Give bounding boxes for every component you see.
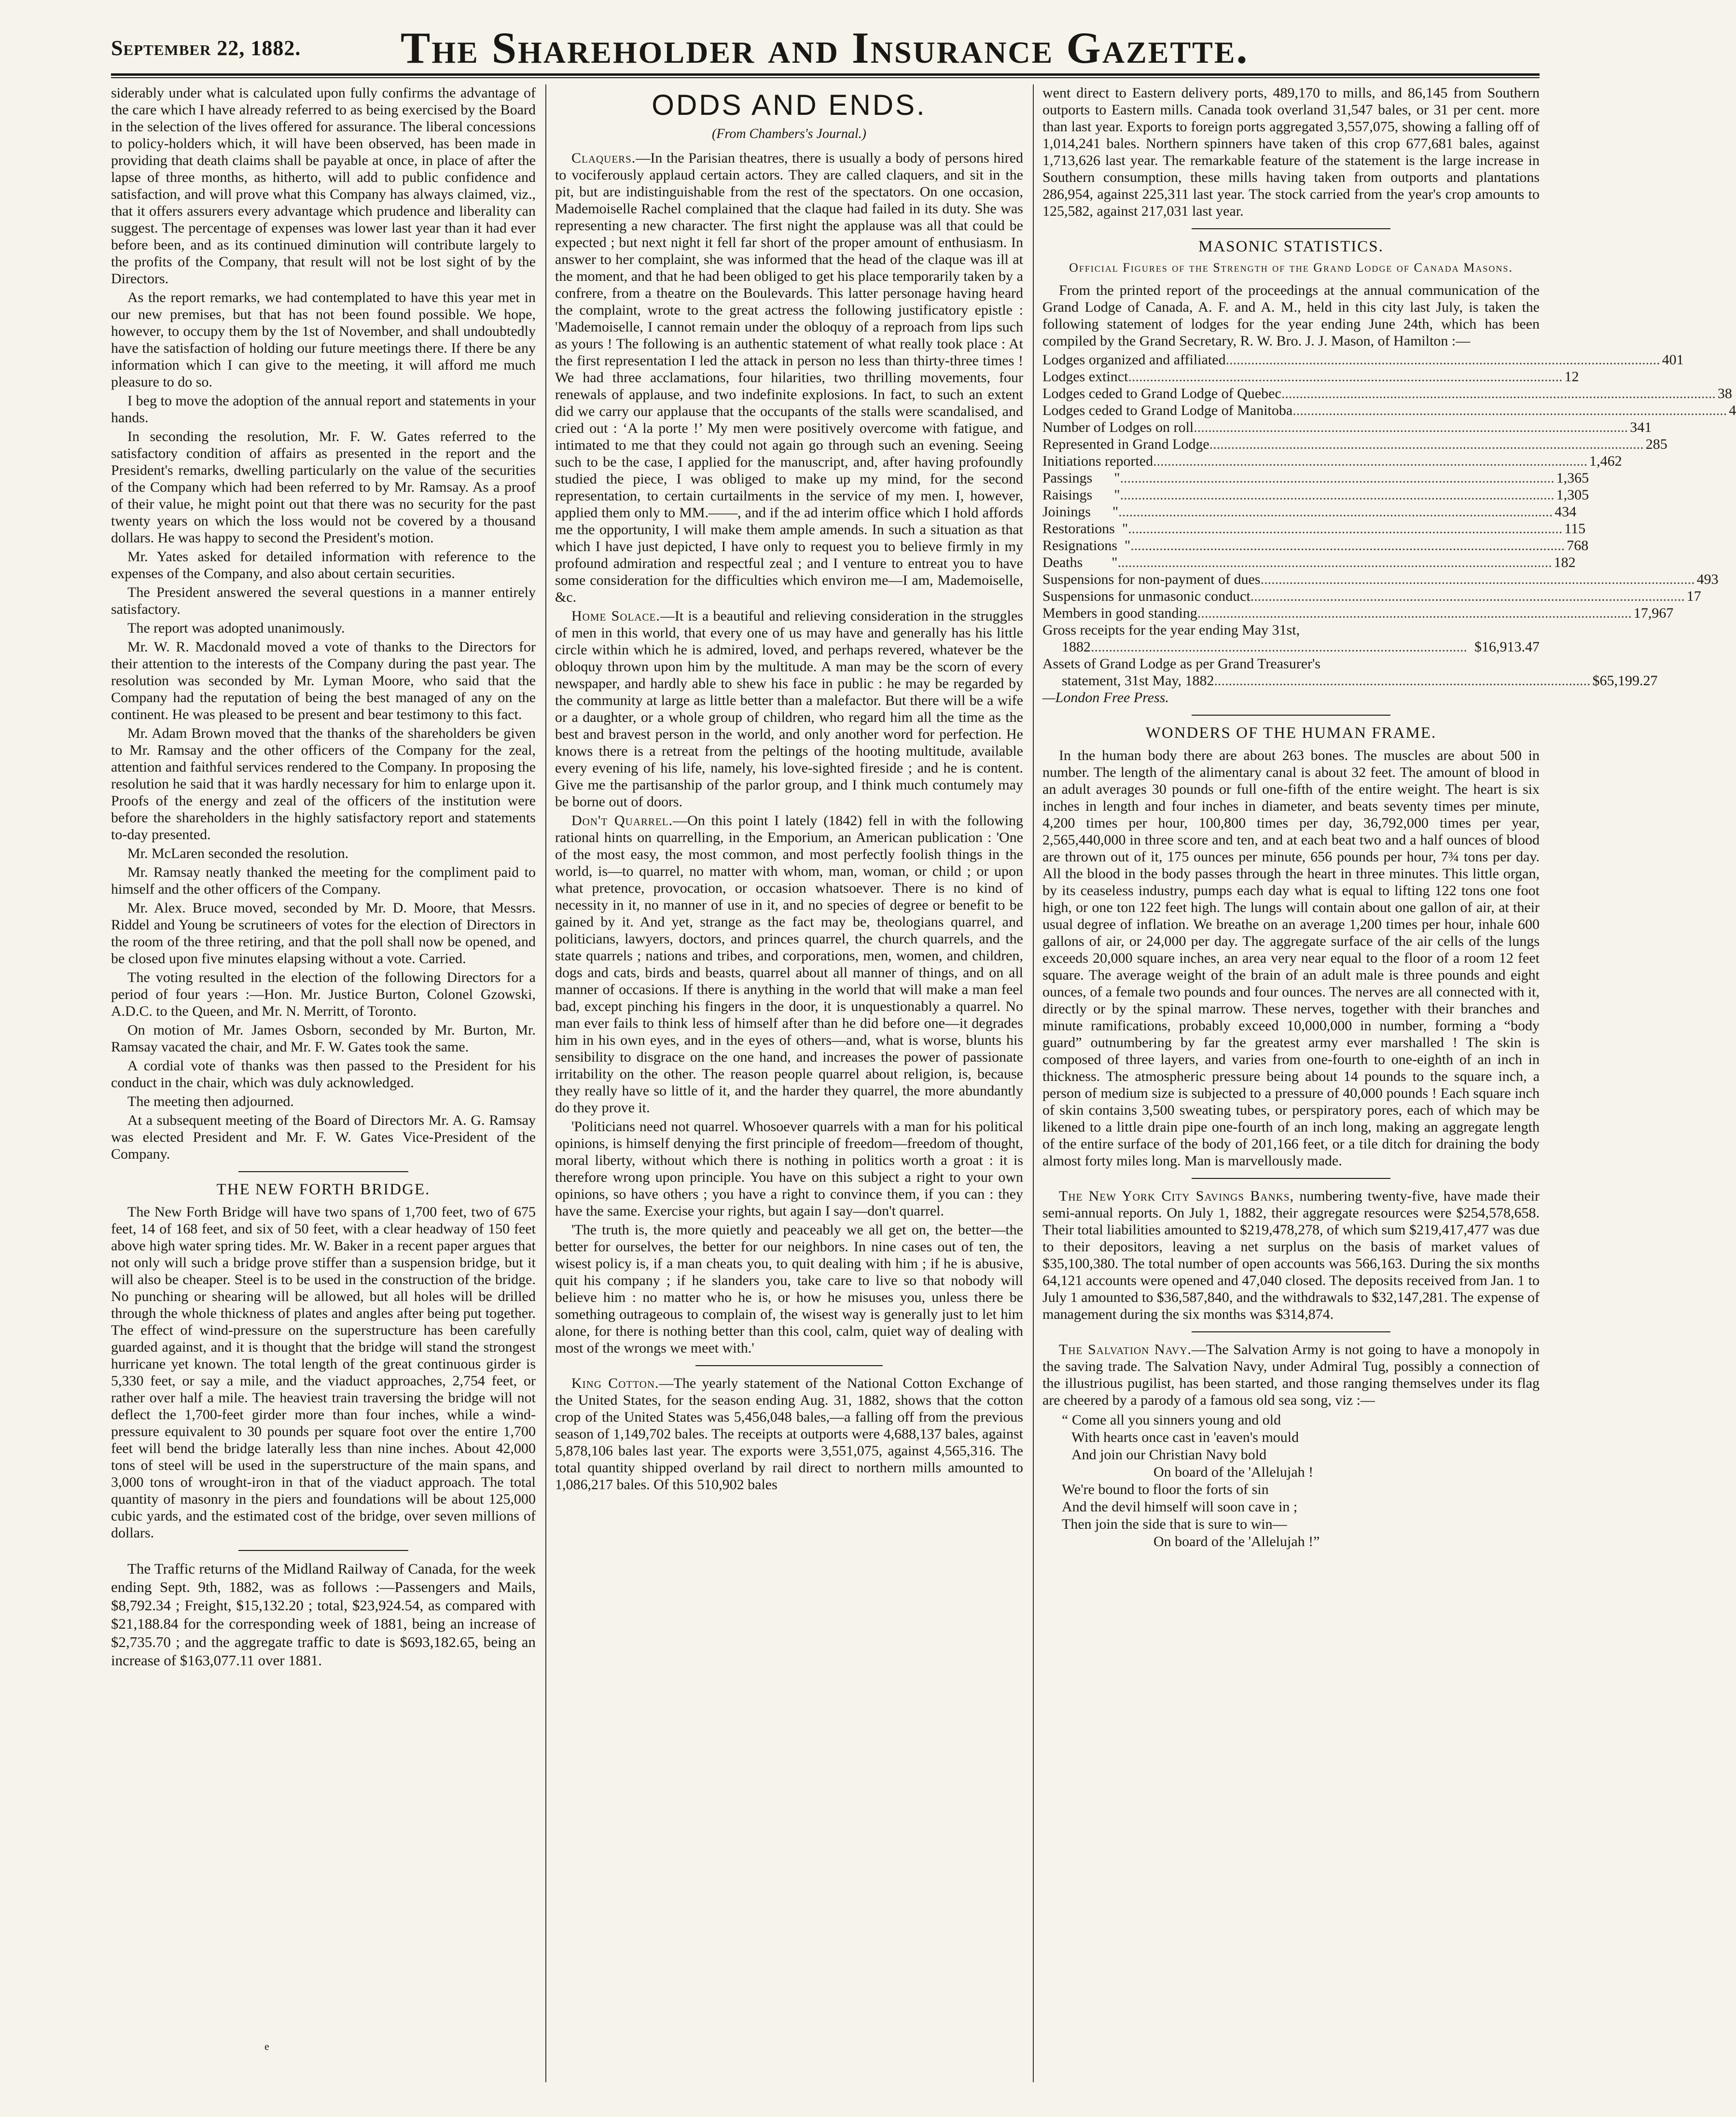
issue-date: September 22, 1882. <box>111 36 301 60</box>
masonic-gross-row-2 <box>1042 638 1540 655</box>
section-divider <box>1192 228 1390 229</box>
poem-line: On board of the 'Allelujah !” <box>1153 1534 1320 1550</box>
masonic-assets-row-2 <box>1042 672 1658 689</box>
masonic-row-label: Lodges ceded to Grand Lodge of Quebec <box>1042 386 1281 401</box>
leader-dots: ........................................................................................................................ <box>1120 487 1555 503</box>
salvation-navy-text: —The Salvation Army is not going to have a monopoly in the saving trade. The Salvation Navy, under Admiral Tug, possibly a connection of the illustrious pugilist, has been started, and those ranging themselves under its flag are cheered by a parody of a famous old sea song, viz :— <box>1042 1342 1540 1408</box>
paragraph: The report was adopted unanimously. <box>127 620 345 636</box>
masonic-table <box>1042 351 1736 622</box>
column-1 <box>111 84 536 2082</box>
masonic-row-label: Suspensions for non-payment of dues <box>1042 571 1261 587</box>
leader-dots: ........................................................................................................................ <box>1281 386 1716 401</box>
printer-mark: e <box>264 2040 269 2052</box>
savings-banks-article <box>1042 1188 1540 1323</box>
home-solace-article <box>555 608 1023 810</box>
savings-banks-lead: The New York City Savings Banks, <box>1059 1188 1294 1204</box>
paragraph: As the report remarks, we had contemplated to have this year met in our new premises, but that has not been found possible. We hope, however, to occupy them by the 1st of November, and shall undoubtedly have the satisfaction of holding our future meetings there. If there be any information which I can give to the meeting, it will afford me much pleasure to do so. <box>111 290 536 390</box>
wonders-heading: WONDERS OF THE HUMAN FRAME. <box>1145 724 1437 742</box>
masonic-row-label: Restorations " <box>1042 521 1128 537</box>
masonic-gross-label: Gross receipts for the year ending May 31st, <box>1042 622 1300 638</box>
paragraph: The voting resulted in the election of the following Directors for a period of four years :—Hon. Mr. Justice Burton, Colonel Gzowski, A.D.C. to the Queen, and Mr. N. Merritt, of Toronto. <box>111 969 536 1019</box>
masonic-row-value: 17,967 <box>1633 605 1674 621</box>
odds-and-ends-heading: ODDS AND ENDS. <box>652 89 927 121</box>
masonic-row <box>1042 470 1589 486</box>
masonic-row <box>1042 419 1652 436</box>
masonic-row-value: 768 <box>1567 538 1589 553</box>
paragraph: Mr. McLaren seconded the resolution. <box>127 845 349 861</box>
masonic-row <box>1042 588 1701 605</box>
poem-line: We're bound to floor the forts of sin <box>1062 1481 1269 1497</box>
column-divider <box>545 84 546 2082</box>
masonic-row-value: 17 <box>1686 588 1701 604</box>
paragraph: The meeting then adjourned. <box>127 1093 294 1109</box>
leader-dots: ........................................................................................................................ <box>1209 436 1644 452</box>
masonic-row <box>1042 436 1667 453</box>
forth-bridge-heading: THE NEW FORTH BRIDGE. <box>216 1181 431 1198</box>
paragraph: At a subsequent meeting of the Board of Directors Mr. A. G. Ramsay was elected President and Mr. F. W. Gates Vice-President of the Company. <box>111 1112 536 1162</box>
paragraph: On motion of Mr. James Osborn, seconded by Mr. Burton, Mr. Ramsay vacated the chair, and Mr. F. W. Gates took the same. <box>111 1022 536 1055</box>
king-cotton-continued: went direct to Eastern delivery ports, 489,170 to mills, and 86,145 from Southern outports to Eastern mills. Canada took overland 31,547 bales, or 31 per cent. more than last year. Exports to foreign ports aggregated 3,557,075, showing a falling off of 1,014,241 bales. Northern spinners have taken of this crop 677,681 bales, against 1,713,626 last year. The remarkable feature of the statement is the large increase in Southern consumption, these mills having taken from outports and plantations 286,954, against 225,311 last year. The stock carried from the year's crop amounts to 125,582, against 217,031 last year. <box>1042 85 1540 219</box>
leader-dots: ........................................................................................................................ <box>1117 554 1552 570</box>
king-cotton-lead: King Cotton. <box>571 1375 659 1391</box>
masonic-row-value: 401 <box>1662 352 1684 368</box>
masonic-row-label: Members in good standing <box>1042 605 1197 621</box>
section-divider <box>1192 1331 1390 1332</box>
masonic-row-label: Lodges organized and affiliated <box>1042 352 1226 368</box>
masonic-row-value: 38 <box>1717 386 1732 401</box>
masonic-row-label: Passings " <box>1042 470 1120 486</box>
masonic-row <box>1042 351 1684 368</box>
leader-dots: ........................................................................................................................ <box>1120 470 1555 486</box>
masonic-row-value: 12 <box>1564 369 1579 385</box>
paragraph: The President answered the several questions in a manner entirely satisfactory. <box>111 584 536 617</box>
masonic-row-value: 285 <box>1645 436 1667 452</box>
masonic-row-value: 4 <box>1729 402 1736 418</box>
masonic-heading: MASONIC STATISTICS. <box>1198 238 1384 255</box>
masonic-subheading: Official Figures of the Strength of the Grand Lodge of Canada Masons. <box>1069 261 1513 275</box>
masonic-row-label: Deaths " <box>1042 554 1118 570</box>
leader-dots: ........................................................................................................ <box>1214 673 1591 689</box>
leader-dots: ........................................................................................................ <box>1091 639 1467 655</box>
masonic-row <box>1042 385 1732 402</box>
leader-dots: ........................................................................................................................ <box>1250 588 1685 604</box>
salvation-navy-poem <box>1062 1411 1540 1550</box>
leader-dots: ........................................................................................................................ <box>1292 402 1727 418</box>
dont-quarrel-lead: Don't Quarrel. <box>571 813 673 829</box>
paragraph: Mr. Adam Brown moved that the thanks of the shareholders be given to Mr. Ramsay and the other officers of the Company for the zeal, attention and faithful services rendered to the Company. In proposing the resolution he said that it was hardly necessary for him to enlarge upon it. Proofs of the energy and zeal of the officers of the institution were before the shareholders in the highly satisfactory report and statements to-day presented. <box>111 725 536 843</box>
masonic-row-label: Resignations " <box>1042 538 1131 553</box>
paragraph: Mr. Yates asked for detailed information with reference to the expenses of the Company, and also about certain securities. <box>111 549 536 581</box>
claquers-text: —In the Parisian theatres, there is usually a body of persons hired to vociferously applaud certain actors. They are called claquers, and sit in the pit, but are indistinguishable from the rest of the spectators. On one occasion, Mademoiselle Rachel complained that the claque had failed in its duty. She was representing a new character. The first night the applause was all that could be expected ; but next night it fell far short of the proper amount of enthusiasm. In answer to her complaint, she was informed that the head of the claque was ill at the moment, and that he had been obliged to get his place temporarily taken by a confrere, from a theatre on the Boulevards. This latter personage having heard the complaint, wrote to the great actress the following justificatory epistle : 'Mademoiselle, I cannot remain under the obloquy of a reproach from lips such as yours ! The following is an authentic statement of what really took place : At the first representation I led the attack in person no less than thirty-three times ! We had three acclamations, four hilarities, two thrilling movements, four renewals of applause, and two indefinite explosions. In fact, to such an extent did we carry our applause that the occupants of the stalls were scandalised, and cried out : ‘A la porte !’ My men were positively overcome with fatigue, and intimated to me that they could not again go through such an evening. Seeing such to be the case, I applied for the manuscript, and, after having profoundly studied the piece, I was obliged to make up my mind, for the second representation, to certain curtailments in the service of my men. I, however, applied them only to MM.——, and if the ad interim office which I hold affords me the opportunity, I will make them ample amends. In such a situation as that which I have just depicted, I have only to request you to believe firmly in my profound admiration and respectful zeal ; and I venture to entreat you to have some consideration for the difficulties which environ me—I am, Mademoiselle, &c. <box>555 150 1023 605</box>
paragraph: In seconding the resolution, Mr. F. W. Gates referred to the satisfactory condition of affairs as presented in the report and the President's remarks, dwelling particularly on the value of the securities of the Company which had been referred to by Mr. Ramsay. As a proof of their value, he might point out that there was no security for the past twenty years on which the loss would not be covered by a thousand dollars. He was happy to second the President's motion. <box>111 429 536 546</box>
masonic-row-label: Suspensions for unmasonic conduct <box>1042 588 1250 604</box>
masthead-rule <box>111 77 1540 78</box>
masonic-row <box>1042 402 1736 419</box>
masonic-row-value: 182 <box>1554 554 1576 570</box>
paragraph: siderably under what is calculated upon fully confirms the advantage of the care which I have already referred to as being exercised by the Board in the selection of the lives offered for assurance. The liberal concessions to policy-holders which, it will have been observed, has been made in providing that death claims shall be payable at once, in place of after the lapse of three months, as hitherto, will add to public confidence and satisfaction, and will prove what this Company has always claimed, viz., that it offers assurers every advantage which prudence and liberality can suggest. The percentage of expenses was lower last year than it had ever before been, and as its continued diminution will contribute largely to the profits of the Company, that result will not be lost sight of by the Directors. <box>111 85 536 287</box>
masonic-row <box>1042 486 1589 503</box>
leader-dots: ........................................................................................................................ <box>1118 504 1553 520</box>
section-divider <box>1192 1178 1390 1179</box>
masonic-row-value: 341 <box>1630 419 1652 435</box>
claquers-article <box>555 150 1023 606</box>
masonic-row-value: 1,365 <box>1556 470 1589 486</box>
home-solace-text: —It is a beautiful and relieving consideration in the struggles of men in this world, that every one of us may have and generally has his little circle within which he is admired, loved, and perhaps revered, whatever be the obloquy thrown upon him by the multitude. A man may be the scorn of every newspaper, and hardly able to shew his face in public : he may be regarded by the community at large as little better than a malefactor. But there will be a wife or a daughter, or a whole group of children, who regard him all the time as the best and bravest person in the world, and only another word for perfection. He knows there is a retreat from the peltings of the hooting multitude, available every evening of his life, namely, his love-sighted fireside ; and he is content. Give me the partisanship of the parlor group, and I think much contumely may be borne out of doors. <box>555 608 1023 810</box>
forth-bridge-article: The New Forth Bridge will have two spans of 1,700 feet, two of 675 feet, 14 of 168 feet, and six of 50 feet, with a clear headway of 150 feet above high water spring tides. Mr. W. Baker in a recent paper argues that not only will such a bridge prove stiffer than a suspension bridge, but it will also be cheaper. Steel is to be used in the construction of the bridge. No punching or shearing will be allowed, but all holes will be drilled through the whole thickness of plates and angles after being put together. The effect of wind-pressure on the superstructure has been carefully guarded against, and it is thought that the bridge will stand the strongest hurricane yet known. The total length of the great continuous girder is 5,330 feet, or say a mile, and the viaduct approaches, 2,754 feet, or rather over half a mile. The heaviest train traversing the bridge will not deflect the 1,700-feet girder more than four inches, while a wind-pressure equivalent to 30 pounds per square foot over the entire 1,700 feet will bend the bridge laterally less than nine inches. About 42,000 tons of steel will be used in the superstructure of the main spans, and 3,000 tons of wrought-iron in that of the viaduct approach. The total quantity of masonry in the piers and foundations will be about 125,000 cubic yards, and the estimated cost of the bridge, over seven millions of dollars. <box>111 1204 536 1541</box>
masonic-row <box>1042 503 1577 520</box>
paragraph: I beg to move the adoption of the annual report and statements in your hands. <box>111 393 536 426</box>
leader-dots: ........................................................................................................................ <box>1128 521 1563 537</box>
masthead <box>111 19 1540 76</box>
masonic-row-label: Represented in Grand Lodge <box>1042 436 1209 452</box>
masonic-assets-label-2: statement, 31st May, 1882 <box>1062 673 1214 689</box>
masonic-row <box>1042 571 1719 588</box>
leader-dots: ........................................................................................................................ <box>1153 453 1588 469</box>
masonic-row-label: Lodges ceded to Grand Lodge of Manitoba <box>1042 402 1293 418</box>
masonic-row-label: Initiations reported <box>1042 453 1153 469</box>
paragraph: A cordial vote of thanks was then passed to the President for his conduct in the chair, which was duly acknowledged. <box>111 1058 536 1091</box>
poem-line: On board of the 'Allelujah ! <box>1153 1464 1314 1480</box>
section-divider <box>695 1365 883 1366</box>
poem-line: And the devil himself will soon cave in ; <box>1062 1499 1298 1515</box>
leader-dots: ........................................................................................................................ <box>1197 605 1632 621</box>
masonic-row <box>1042 453 1622 470</box>
masonic-row-value: 493 <box>1696 571 1719 587</box>
masonic-row <box>1042 605 1674 622</box>
dont-quarrel-text: —On this point I lately (1842) fell in with the following rational hints on quarrelling, in the Emporium, an American publication : 'One of the most easy, the most common, and most perfectly foolish things in the world, is—to quarrel, no matter with whom, man, woman, or child ; or upon what pretence, provocation, or occasion whatsoever. There is no kind of necessity in it, no manner of use in it, and no species of degree or benefit to be gained by it. And yet, strange as the fact may be, theologians quarrel, and politicians, lawyers, doctors, and princes quarrel, the church quarrels, and the state quarrels ; nations and tribes, and corporations, men, women, and children, dogs and cats, birds and beasts, quarrel about all manner of things, and on all manner of occasions. If there is anything in the world that will make a man feel bad, except pinching his fingers in the door, it is unquestionably a quarrel. No man ever fails to think less of himself after than he did before one—it degrades him in his own eyes, and in the eyes of others—and, what is worse, blunts his sensibility to disgrace on the one hand, and increases the power of passionate irritability on the other. The reason people quarrel about religion, is, because they really have so little of it, and the harder they quarrel, the more abundantly do they prove it. <box>555 813 1023 1116</box>
masonic-row <box>1042 537 1589 554</box>
masonic-row-label: Lodges extinct <box>1042 369 1128 385</box>
leader-dots: ........................................................................................................................ <box>1128 369 1563 385</box>
column-3 <box>1042 84 1736 2082</box>
wonders-article: In the human body there are about 263 bones. The muscles are about 500 in number. The length of the alimentary canal is about 32 feet. The amount of blood in an adult averages 30 pounds or full one-fifth of the entire weight. The heart is six inches in length and four inches in diameter, and beats seventy times per minute, 4,200 times per hour, 100,800 times per day, 36,792,000 times per year, 2,565,440,000 in three score and ten, and at each beat two and a half ounces of blood are thrown out of it, 175 ounces per minute, 656 pounds per hour, 7¾ tons per day. All the blood in the body passes through the heart in three minutes. This little organ, by its ceaseless industry, pumps each day what is equal to lifting 122 tons one foot high, or one ton 122 feet high. The lungs will contain about one gallon of air, at their usual degree of inflation. We breathe on an average 1,200 times per hour, inhale 600 gallons of air, or 24,000 per day. The aggregate surface of the air cells of the lungs exceeds 20,000 square inches, an area very near equal to the floor of a room 12 feet square. The average weight of the brain of an adult male is three pounds and eight ounces, of a female two pounds and four ounces. The nerves are all connected with it, directly or by the spinal marrow. These nerves, together with their branches and minute ramifications, probably exceed 10,000,000 in number, forming a “body guard” outnumbering by far the greatest army ever marshalled ! The skin is composed of three layers, and varies from one-fourth to one-eighth of an inch in thickness. The atmospheric pressure being about 14 pounds to the square inch, a person of medium size is subjected to a pressure of 40,000 pounds ! Each square inch of skin contains 3,500 sweating tubes, or perspiratory pores, each of which may be likened to a little drain pipe one-fourth of an inch long, making an aggregate length of the entire surface of the body of 201,166 feet, or a tile ditch for draining the body almost forty miles long. Man is marvellously made. <box>1042 747 1540 1169</box>
paragraph: Mr. W. R. Macdonald moved a vote of thanks to the Directors for their attention to the interests of the Company during the past year. The resolution was seconded by Mr. Lyman Moore, who said that the Company had the reputation of being the best managed of any on the continent. He was pleased to be present and bear testimony to this fact. <box>111 639 536 722</box>
masonic-row-label: Raisings " <box>1042 487 1120 503</box>
savings-banks-text: numbering twenty-five, have made their semi-annual reports. On July 1, 1882, their aggregate resources were $254,578,658. Their total liabilities amounted to $219,478,278, of which sum $219,417,477 was due to their depositors, leaving a net surplus on the basis of market values of $35,100,380. The total number of open accounts was 566,163. During the six months 64,121 accounts were opened and 47,040 closed. The deposits received from Jan. 1 to July 1 amounted to $36,587,840, and the withdrawals to $32,147,281. The expense of management during the six months was $314,874. <box>1042 1188 1540 1322</box>
midland-railway-traffic: The Traffic returns of the Midland Railway of Canada, for the week ending Sept. 9th, 1882, was as follows :—Passengers and Mails, $8,792.34 ; Freight, $15,132.20 ; total, $23,924.54, as compared with $21,188.84 for the corresponding week of 1881, being an increase of $2,735.70 ; and the aggregate traffic to date is $693,182.65, being an increase of $163,077.11 over 1881. <box>111 1560 536 1669</box>
newspaper-title: The Shareholder and Insurance Gazette. <box>401 23 1249 72</box>
paragraph: 'The truth is, the more quietly and peaceably we all get on, the better—the better for ourselves, the better for our neighbors. In nine cases out of ten, the wisest policy is, if a man cheats you, to quit dealing with him ; if he is abusive, quit his company ; if he slanders you, take care to live so that nobody will believe him : no matter who he is, or how he misuses you, unless there be something outrageous to complain of, the wisest way is generally just to let him alone, for there is nothing better than this cool, calm, quiet way of dealing with most of the wrongs we meet with.' <box>555 1222 1023 1356</box>
leader-dots: ........................................................................................................................ <box>1194 419 1628 435</box>
masonic-gross-row <box>1042 622 1540 638</box>
king-cotton-text: —The yearly statement of the National Cotton Exchange of the United States, for the season ending Aug. 31, 1882, shows that the cotton crop of the United States was 5,456,048 bales,—a falling off from the previous season of 1,149,702 bales. The receipts at outports were 4,688,137 bales, against 5,878,106 bales last year. The exports were 3,551,075, against 4,565,316. The total quantity shipped overland by rail direct to northern mills amounted to 1,086,217 bales. Of this 510,902 bales <box>555 1375 1023 1493</box>
masonic-assets-row <box>1042 655 1540 672</box>
poem-line: And join our Christian Navy bold <box>1071 1447 1267 1463</box>
dont-quarrel-article <box>555 812 1023 1116</box>
masonic-row-value: 1,305 <box>1556 487 1589 503</box>
salvation-navy-lead: The Salvation Navy. <box>1059 1342 1192 1357</box>
poem-line: “ Come all you sinners young and old <box>1062 1412 1281 1428</box>
masonic-source: —London Free Press. <box>1042 690 1169 706</box>
masonic-row-value: 1,462 <box>1589 453 1622 469</box>
masonic-row-value: 434 <box>1555 504 1577 520</box>
masonic-intro: From the printed report of the proceedings at the annual communication of the Grand Lodge of Canada, A. F. and A. M., held in this city last July, is taken the following statement of lodges for the year ending June 24th, which has been compiled by the Grand Secretary, R. W. Bro. J. J. Mason, of Hamilton :— <box>1042 282 1540 349</box>
masonic-row-label: Number of Lodges on roll <box>1042 419 1194 435</box>
odds-source: (From Chambers's Journal.) <box>712 126 866 141</box>
masonic-row <box>1042 368 1579 385</box>
section-divider <box>238 1171 408 1172</box>
poem-line: With hearts once cast in 'eaven's mould <box>1071 1429 1299 1445</box>
section-divider <box>1192 715 1390 716</box>
paragraph: 'Politicians need not quarrel. Whosoever quarrels with a man for his political opinions, is himself denying the first principle of freedom—freedom of thought, moral liberty, without which there is nothing in politics worth a groat : it is therefore wrong upon principle. You have on this subject a right to your own opinions, so have others ; you have a right to convince them, if you can : they have the same. Exercise your rights, but again I say—don't quarrel. <box>555 1119 1023 1219</box>
masonic-assets-label: Assets of Grand Lodge as per Grand Treasurer's <box>1042 656 1321 672</box>
masonic-gross-value: $16,913.47 <box>1474 639 1540 655</box>
claquers-lead: Claquers. <box>571 150 636 166</box>
masonic-row <box>1042 520 1586 537</box>
masonic-row <box>1042 554 1576 571</box>
salvation-navy-article <box>1042 1341 1540 1409</box>
column-divider <box>1033 84 1034 2082</box>
poem-line: Then join the side that is sure to win— <box>1062 1516 1287 1532</box>
leader-dots: ........................................................................................................................ <box>1225 352 1660 368</box>
leader-dots: ........................................................................................................................ <box>1260 571 1695 587</box>
masonic-assets-value: $65,199.27 <box>1592 673 1658 689</box>
paragraph: Mr. Ramsay neatly thanked the meeting for the compliment paid to himself and the other officers of the Company. <box>111 864 536 897</box>
leader-dots: ........................................................................................................................ <box>1130 538 1565 553</box>
section-divider <box>238 1550 408 1551</box>
masonic-row-label: Joinings " <box>1042 504 1119 520</box>
paragraph: Mr. Alex. Bruce moved, seconded by Mr. D. Moore, that Messrs. Riddel and Young be scrutineers of votes for the election of Directors in the room of the three retiring, and that the poll shall now be opened, and be closed upon five minutes elapsing without a vote. Carried. <box>111 900 536 967</box>
column-2 <box>555 84 1023 2082</box>
masonic-gross-year: 1882 <box>1062 639 1091 655</box>
home-solace-lead: Home Solace. <box>571 608 660 624</box>
king-cotton-article <box>555 1375 1023 1493</box>
masonic-row-value: 115 <box>1564 521 1586 537</box>
